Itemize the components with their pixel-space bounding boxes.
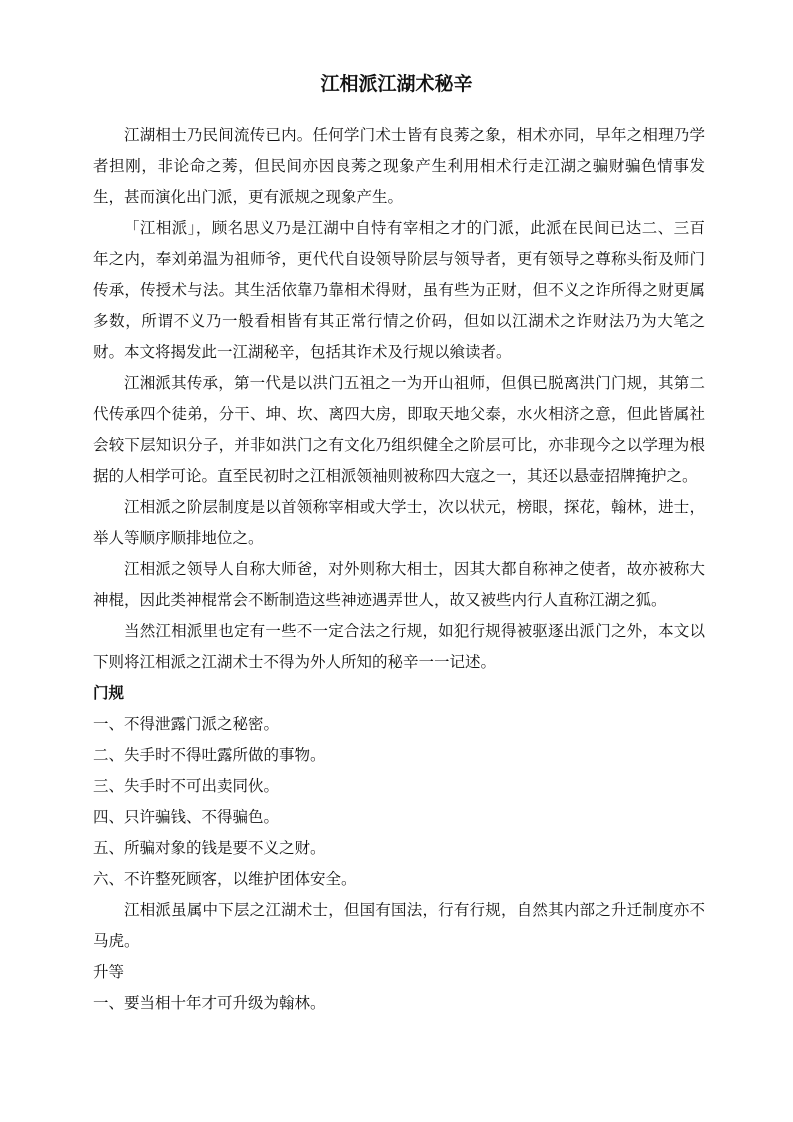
promotion-heading: 升等 bbox=[93, 963, 125, 981]
rule-item: 四、只许骗钱、不得骗色。 bbox=[93, 808, 280, 826]
intro-paragraph: 当然江相派里也定有一些不一定合法之行规，如犯行规得被驱逐出派门之外，本文以下则将江相派之江湖术士不得为外人所知的秘辛一一记述。 bbox=[93, 622, 705, 671]
intro-paragraph: 「江相派」，顾名思义乃是江湖中自恃有宰相之才的门派，此派在民间已达二、三百年之内，奉刘弟温为祖师爷，更代代自设领导阶层与领导者，更有领导之尊称头衔及师门传承，传授术与法。其生活依靠乃靠相术得财，虽有些为正财，但不义之诈所得之财更属多数，所谓不义乃一般看相皆有其正常行情之价码，但如以江湖术之诈财法乃为大笔之财。本文将揭发此一江湖秘辛，包括其诈术及行规以飨读者。 bbox=[93, 219, 705, 361]
post-rules-paragraph: 江相派虽属中下层之江湖术士，但国有国法，行有行规，自然其内部之升迁制度亦不马虎。 bbox=[93, 901, 705, 950]
rules-heading: 门规 bbox=[93, 684, 125, 702]
rule-item: 一、不得泄露门派之秘密。 bbox=[93, 715, 280, 733]
rule-item: 三、失手时不可出卖同伙。 bbox=[93, 777, 280, 795]
intro-paragraph: 江湘派其传承，第一代是以洪门五祖之一为开山祖师，但俱已脱离洪门门规，其第二代传承四个徒弟，分干、坤、坎、离四大房，即取天地父泰，水火相济之意，但此皆属社会较下层知识分子，并非如洪门之有文化乃组织健全之阶层可比，亦非现今之以学理为根据的人相学可论。直至民初时之江相派领袖则被称四大寇之一，其还以悬壶招牌掩护之。 bbox=[93, 374, 705, 485]
document-body bbox=[93, 120, 705, 1019]
document-title: 江相派江湖术秘辛 bbox=[320, 73, 473, 95]
intro-paragraph: 江相派之领导人自称大师爸，对外则称大相士，因其大都自称神之使者，故亦被称大神棍，因此类神棍常会不断制造这些神迹遇弄世人，故又被些内行人直称江湖之狐。 bbox=[93, 560, 705, 609]
intro-paragraph: 江湖相士乃民间流传已内。任何学门术士皆有良莠之象，相术亦同，早年之相理乃学者担刚，非论命之莠，但民间亦因良莠之现象产生利用相术行走江湖之骗财骗色情事发生，甚而演化出门派，更有派规之现象产生。 bbox=[93, 126, 705, 206]
rule-item: 六、不许整死顾客，以维护团体安全。 bbox=[93, 870, 357, 888]
rule-item: 二、失手时不得吐露所做的事物。 bbox=[93, 746, 326, 764]
intro-paragraph: 江相派之阶层制度是以首领称宰相或大学士，次以状元，榜眼，探花，翰林，进士，举人等顺序顺排地位之。 bbox=[93, 498, 705, 547]
promotion-item: 一、要当相十年才可升级为翰林。 bbox=[93, 994, 326, 1012]
rule-item: 五、所骗对象的钱是要不义之财。 bbox=[93, 839, 326, 857]
